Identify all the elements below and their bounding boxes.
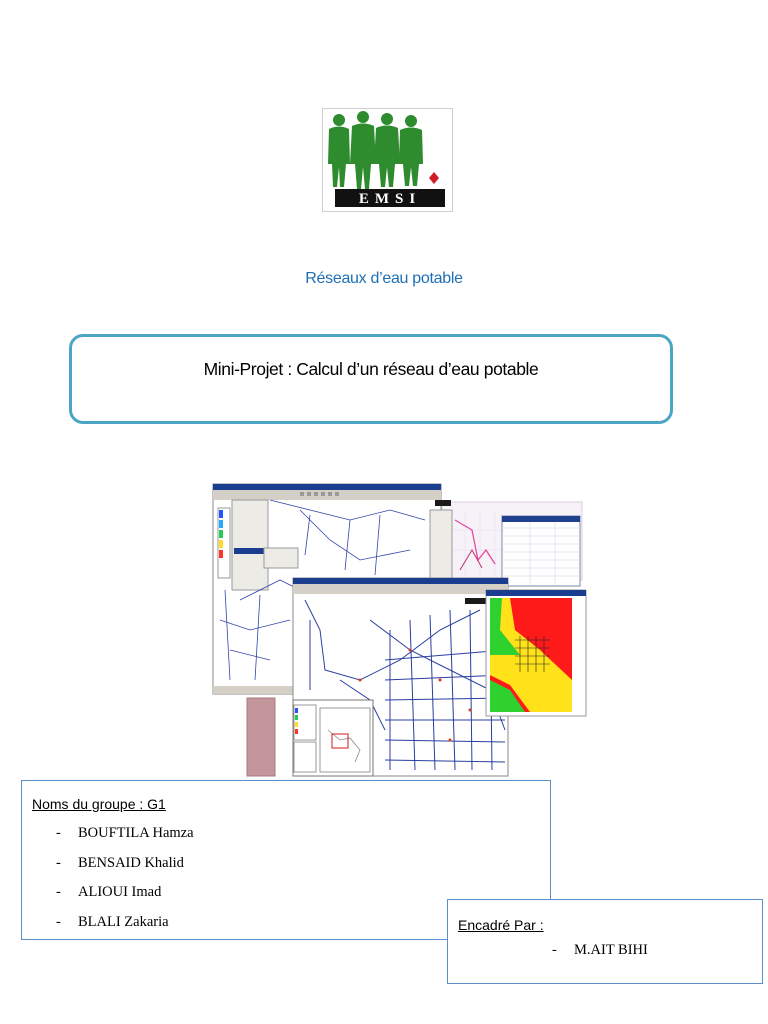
bullet-dash: -	[56, 854, 61, 871]
supervisor-name: M.AIT BIHI	[574, 942, 648, 958]
list-item	[56, 855, 194, 885]
chart-window-image	[442, 502, 582, 586]
people-silhouettes-icon	[328, 111, 423, 189]
member-name: BOUFTILA Hamza	[78, 825, 194, 841]
bullet-dash: -	[56, 884, 61, 900]
screenshot-collage	[210, 480, 590, 780]
list-item	[56, 884, 194, 914]
group-heading: Noms du groupe : G1	[32, 796, 166, 812]
member-name: BENSAID Khalid	[78, 854, 184, 871]
supervisor-heading: Encadré Par :	[458, 917, 544, 933]
bullet-dash: -	[56, 825, 61, 841]
members-list	[56, 825, 194, 943]
epanet-window-main-image	[293, 578, 508, 776]
emsi-logo	[322, 108, 453, 212]
list-item	[56, 914, 194, 944]
bullet-dash: -	[56, 913, 61, 930]
bullet-dash: -	[552, 942, 557, 958]
title-box	[69, 334, 673, 424]
pink-panel-image	[247, 698, 275, 776]
logo-brand-text: EMSI	[358, 191, 422, 207]
contour-map-image	[486, 590, 586, 716]
list-item	[56, 825, 194, 855]
document-subtitle: Réseaux d’eau potable	[305, 270, 463, 287]
supervisor-box	[447, 899, 763, 984]
supervisor-item	[552, 942, 648, 959]
member-name: BLALI Zakaria	[78, 913, 169, 930]
member-name: ALIOUI Imad	[78, 884, 162, 900]
diamond-icon	[429, 172, 439, 184]
document-title: Mini-Projet : Calcul d’un réseau d’eau potable	[203, 359, 539, 379]
